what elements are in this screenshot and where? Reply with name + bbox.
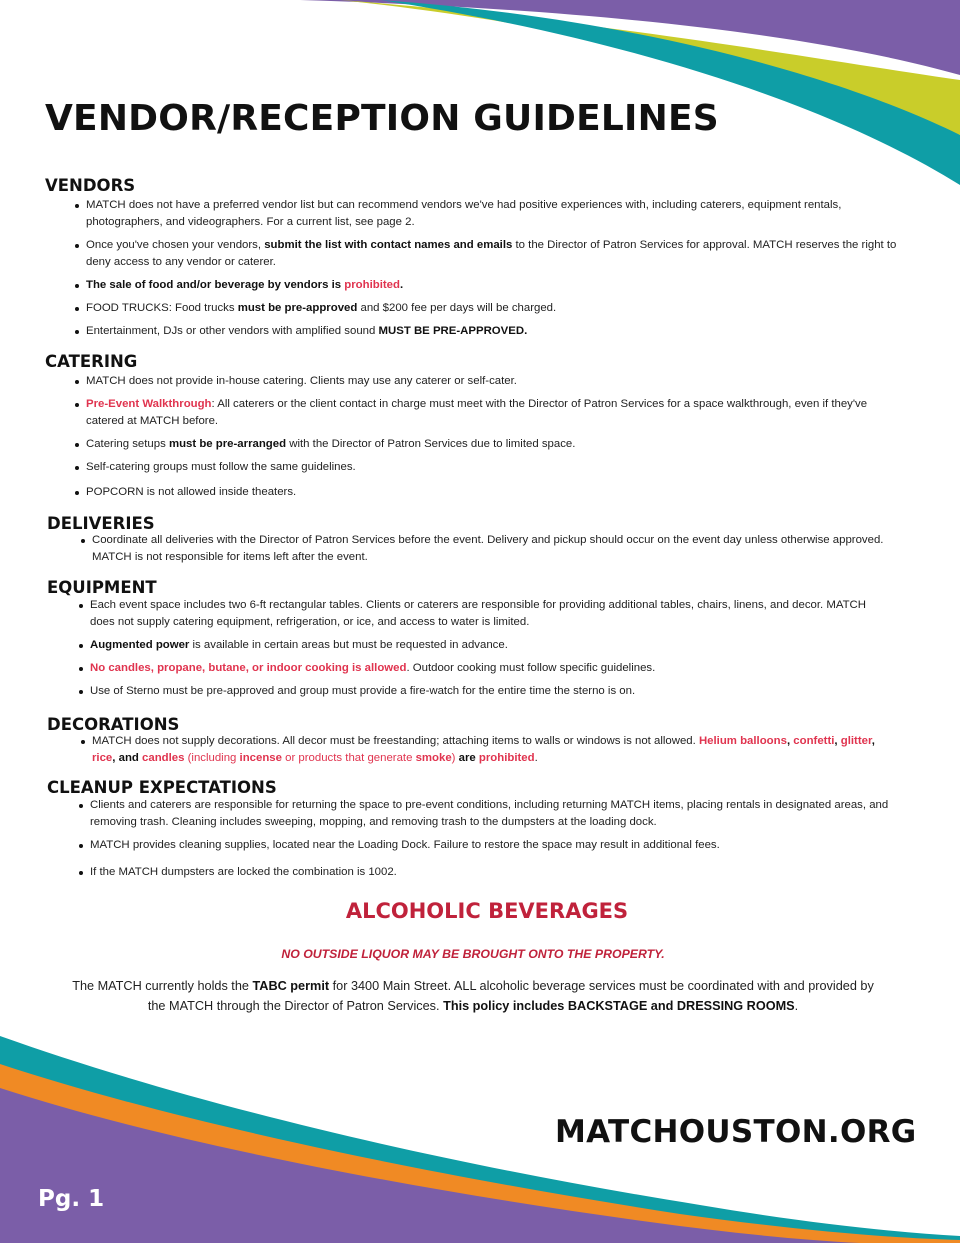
catering-list xyxy=(86,373,896,501)
alcohol-heading: ALCOHOLIC BEVERAGES xyxy=(345,899,629,923)
list-item: FOOD TRUCKS: Food trucks must be pre-approved and $200 fee per days will be charged. xyxy=(86,300,906,317)
vendors-section xyxy=(0,176,960,340)
catering-heading: CATERING xyxy=(45,352,138,371)
deliveries-heading: DELIVERIES xyxy=(47,514,155,533)
page-title: VENDOR/RECEPTION GUIDELINES xyxy=(45,98,719,139)
list-item: Use of Sterno must be pre-approved and group must provide a fire-watch for the entire time the sterno is on. xyxy=(90,683,890,700)
list-item: No candles, propane, butane, or indoor cooking is allowed. Outdoor cooking must follow specific guidelines. xyxy=(90,660,890,677)
list-item: POPCORN is not allowed inside theaters. xyxy=(86,484,896,501)
list-item: MATCH does not provide in-house catering. Clients may use any caterer or self-cater. xyxy=(86,373,896,390)
list-item: Self-catering groups must follow the same guidelines. xyxy=(86,459,896,476)
page-number: Pg. 1 xyxy=(38,1186,105,1212)
cleanup-list xyxy=(90,797,890,881)
list-item: Augmented power is available in certain areas but must be requested in advance. xyxy=(90,637,890,654)
list-item: Entertainment, DJs or other vendors with amplified sound MUST BE PRE-APPROVED. xyxy=(86,323,906,340)
list-item: MATCH does not have a preferred vendor list but can recommend vendors we've had positive experiences with, including caterers, equipment rentals, photographers, and videographers. For a current list, see page 2. xyxy=(86,197,906,231)
equipment-list xyxy=(90,597,890,700)
alcohol-policy: The MATCH currently holds the TABC permit for 3400 Main Street. ALL alcoholic beverage services must be coordinated with and provided by the MATCH through the Director of Patron Services. This policy includes BACKSTAGE and DRESSING ROOMS. xyxy=(72,979,874,1013)
website-link[interactable]: MATCHOUSTON.ORG xyxy=(555,1114,917,1150)
vendors-list xyxy=(86,197,906,340)
vendors-heading: VENDORS xyxy=(45,176,136,195)
list-item: Pre-Event Walkthrough: All caterers or the client contact in charge must meet with the Director of Patron Services for a space walkthrough, even if they've catered at MATCH before. xyxy=(86,396,896,430)
decorations-list xyxy=(92,733,898,767)
list-item: Coordinate all deliveries with the Director of Patron Services before the event. Delivery and pickup should occur on the event day unless otherwise approved. MATCH is not responsible for items left after the event. xyxy=(92,532,892,566)
list-item: The sale of food and/or beverage by vendors is prohibited. xyxy=(86,277,906,294)
list-item: Each event space includes two 6-ft rectangular tables. Clients or caterers are responsible for providing additional tables, chairs, linens, and decor. MATCH does not supply catering equipment, refrigeration, or ice, and access to water is limited. xyxy=(90,597,890,631)
list-item: Clients and caterers are responsible for returning the space to pre-event conditions, including returning MATCH items, placing rentals in designated areas, and removing trash. Cleaning includes sweeping, mopping, and removing trash to the dumpsters at the loading dock. xyxy=(90,797,890,831)
list-item: Once you've chosen your vendors, submit the list with contact names and emails to the Director of Patron Services for approval. MATCH reserves the right to deny access to any vendor or caterer. xyxy=(86,237,906,271)
equipment-section xyxy=(0,578,960,700)
decorations-heading: DECORATIONS xyxy=(47,715,180,734)
list-item: Catering setups must be pre-arranged with the Director of Patron Services due to limited space. xyxy=(86,436,896,453)
deliveries-section xyxy=(0,514,960,566)
deliveries-list xyxy=(92,532,892,566)
list-item: If the MATCH dumpsters are locked the combination is 1002. xyxy=(90,864,890,881)
alcohol-notice: NO OUTSIDE LIQUOR MAY BE BROUGHT ONTO THE PROPERTY. xyxy=(281,947,665,961)
cleanup-section xyxy=(0,778,960,881)
catering-section xyxy=(0,352,960,501)
list-item: MATCH provides cleaning supplies, located near the Loading Dock. Failure to restore the space may result in additional fees. xyxy=(90,837,890,854)
list-item: MATCH does not supply decorations. All decor must be freestanding; attaching items to walls or windows is not allowed. Helium balloons, confetti, glitter, rice, and candles (including incense or products that generate smoke) are prohibited. xyxy=(92,733,898,767)
equipment-heading: EQUIPMENT xyxy=(47,578,157,597)
decorations-section xyxy=(0,715,960,767)
cleanup-heading: CLEANUP EXPECTATIONS xyxy=(47,778,277,797)
